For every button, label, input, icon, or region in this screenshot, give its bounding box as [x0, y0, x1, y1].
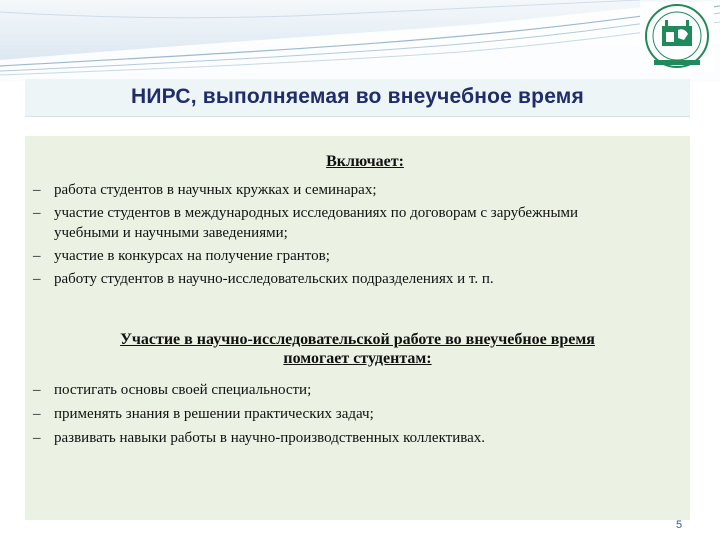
- bullet-dash: –: [33, 248, 41, 264]
- list-item: [30, 203, 630, 243]
- university-logo: [640, 2, 714, 72]
- list-item-text: участие студентов в международных исследованиях по договорам с зарубежными учебными и научными заведениями;: [54, 205, 579, 241]
- bullet-dash: –: [33, 382, 41, 398]
- section-heading-line: помогает студентам:: [283, 350, 432, 367]
- bullet-dash: –: [33, 430, 41, 446]
- slide-title-bar: [25, 79, 690, 117]
- bullet-dash: –: [33, 205, 41, 221]
- benefits-list: [30, 380, 630, 452]
- section-heading-includes: Включает:: [326, 153, 404, 170]
- list-item-text: участие в конкурсах на получение грантов;: [54, 248, 330, 264]
- list-item-text: постигать основы своей специальности;: [54, 382, 312, 398]
- list-item-text: применять знания в решении практических задач;: [54, 406, 374, 422]
- list-item: [30, 269, 630, 289]
- list-item: [30, 246, 630, 266]
- list-item-text: развивать навыки работы в научно-производственных коллективах.: [54, 430, 486, 446]
- section-heading-line: Участие в научно-исследовательской работе во внеучебное время: [120, 331, 595, 348]
- bullet-dash: –: [33, 271, 41, 287]
- list-item: [30, 180, 630, 200]
- bullet-dash: –: [33, 182, 41, 198]
- logo-emblem-icon: [640, 2, 714, 72]
- header-wave-graphic: [0, 0, 720, 82]
- includes-list: [30, 180, 630, 292]
- list-item-text: работа студентов в научных кружках и семинарах;: [54, 182, 377, 198]
- list-item: [30, 380, 630, 400]
- slide-title: НИРС, выполняемая во внеучебное время: [130, 85, 584, 108]
- list-item: [30, 428, 630, 448]
- list-item: [30, 404, 630, 424]
- page-number: 5: [676, 519, 683, 531]
- list-item-text: работу студентов в научно-исследовательских подразделениях и т. п.: [54, 271, 494, 287]
- bullet-dash: –: [33, 406, 41, 422]
- section-heading-benefits: [25, 330, 690, 368]
- header-decoration: [0, 0, 720, 82]
